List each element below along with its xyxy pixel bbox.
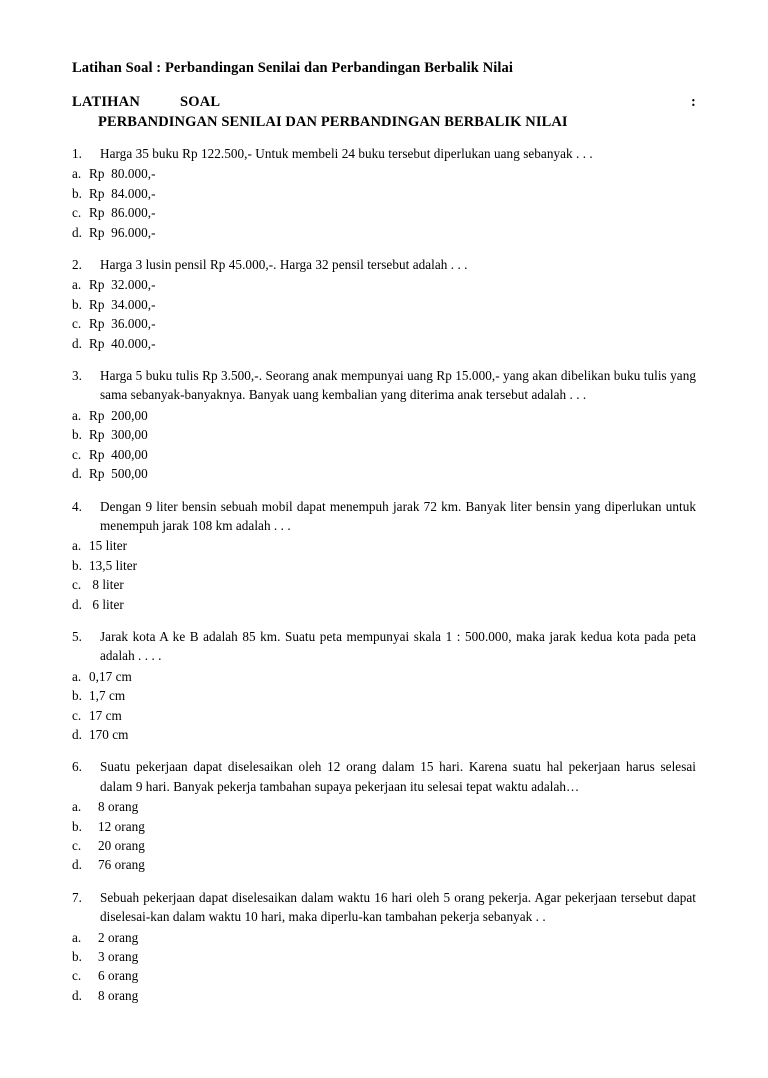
option-list xyxy=(72,797,696,875)
option-list xyxy=(72,667,696,745)
option-text: 12 orang xyxy=(98,818,145,834)
question-number: 5. xyxy=(72,628,82,644)
answer-option[interactable] xyxy=(72,464,696,483)
option-letter: d. xyxy=(72,224,82,240)
option-text: 8 liter xyxy=(89,577,124,593)
option-text: 1,7 cm xyxy=(89,688,126,704)
option-text: Rp 300,00 xyxy=(89,427,148,443)
option-letter: c. xyxy=(72,838,82,853)
question-text: Sebuah pekerjaan dapat diselesaikan dalam waktu 16 hari oleh 5 orang pekerja. Agar pekerjaan tersebut dapat diselesai-kan dalam waktu 10 hari, maka diperlu-kan tambahan pekerja sebanyak . . xyxy=(100,889,696,925)
option-letter: a. xyxy=(72,277,82,293)
option-letter: d. xyxy=(72,987,82,1003)
answer-option[interactable] xyxy=(72,595,696,614)
option-text: Rp 36.000,- xyxy=(89,316,156,332)
answer-option[interactable] xyxy=(72,725,696,744)
option-letter: a. xyxy=(72,668,82,684)
question-text: Dengan 9 liter bensin sebuah mobil dapat menempuh jarak 72 km. Banyak liter bensin yang diperlukan untuk menempuh jarak 108 km adalah . . . xyxy=(100,498,696,533)
question-block xyxy=(72,888,696,1005)
option-text: Rp 400,00 xyxy=(89,446,148,462)
option-letter: b. xyxy=(72,818,82,834)
option-letter: c. xyxy=(72,707,82,723)
option-text: 17 cm xyxy=(89,707,122,723)
question-block xyxy=(72,366,696,483)
option-text: Rp 200,00 xyxy=(89,407,148,423)
option-letter: b. xyxy=(72,557,82,573)
option-letter: b. xyxy=(72,949,82,965)
question-text-row xyxy=(72,366,696,405)
option-text: Rp 80.000,- xyxy=(89,166,156,182)
question-number: 2. xyxy=(72,257,82,273)
answer-option[interactable] xyxy=(72,314,696,333)
option-letter: c. xyxy=(72,968,82,984)
option-text: 8 orang xyxy=(98,799,139,815)
option-text: 13,5 liter xyxy=(89,557,138,573)
option-letter: a. xyxy=(72,799,82,815)
option-letter: c. xyxy=(72,316,82,332)
option-text: 0,17 cm xyxy=(89,668,132,684)
question-block xyxy=(72,757,696,874)
answer-option[interactable] xyxy=(72,947,696,966)
option-letter: b. xyxy=(72,296,82,312)
question-text-row xyxy=(72,497,696,536)
question-text-row xyxy=(72,255,696,274)
question-number: 1. xyxy=(72,146,82,161)
option-letter: c. xyxy=(72,446,82,462)
answer-option[interactable] xyxy=(72,556,696,575)
option-letter: a. xyxy=(72,166,82,182)
answer-option[interactable] xyxy=(72,184,696,203)
header-subtitle: PERBANDINGAN SENILAI DAN PERBANDINGAN BERBALIK NILAI xyxy=(98,114,568,130)
question-block xyxy=(72,497,696,614)
option-letter: d. xyxy=(72,335,82,351)
option-text: 3 orang xyxy=(98,949,139,965)
option-letter: b. xyxy=(72,185,82,201)
option-text: Rp 32.000,- xyxy=(89,277,156,293)
answer-option[interactable] xyxy=(72,164,696,183)
page-bottom-margin xyxy=(72,1018,696,1078)
option-list xyxy=(72,536,696,614)
answer-option[interactable] xyxy=(72,536,696,555)
answer-option[interactable] xyxy=(72,223,696,242)
option-text: 6 liter xyxy=(89,596,124,612)
option-text: Rp 96.000,- xyxy=(89,224,156,240)
answer-option[interactable] xyxy=(72,797,696,816)
page-title: Latihan Soal : Perbandingan Senilai dan Perbandingan Berbalik Nilai xyxy=(72,60,513,76)
option-text: Rp 86.000,- xyxy=(89,205,156,221)
answer-option[interactable] xyxy=(72,817,696,836)
question-text-row xyxy=(72,757,696,796)
answer-option[interactable] xyxy=(72,295,696,314)
answer-option[interactable] xyxy=(72,334,696,353)
answer-option[interactable] xyxy=(72,406,696,425)
header-label-soal: SOAL xyxy=(180,94,221,110)
option-text: Rp 500,00 xyxy=(89,466,148,482)
header-label-latihan: LATIHAN xyxy=(72,94,141,110)
question-text: Harga 35 buku Rp 122.500,- Untuk membeli 24 buku tersebut diperlukan uang sebanyak . . . xyxy=(100,146,593,161)
answer-option[interactable] xyxy=(72,986,696,1005)
exercise-header-line xyxy=(72,92,696,112)
question-block xyxy=(72,255,696,353)
question-text-row xyxy=(72,144,696,163)
question-text: Harga 3 lusin pensil Rp 45.000,-. Harga 32 pensil tersebut adalah . . . xyxy=(100,257,468,273)
option-letter: a. xyxy=(72,407,82,423)
answer-option[interactable] xyxy=(72,966,696,985)
question-block xyxy=(72,144,696,242)
question-number: 7. xyxy=(72,889,82,905)
answer-option[interactable] xyxy=(72,855,696,874)
option-text: 20 orang xyxy=(98,838,145,853)
option-letter: b. xyxy=(72,688,82,704)
option-letter: a. xyxy=(72,538,82,554)
exercise-header xyxy=(72,92,696,132)
option-text: 8 orang xyxy=(98,987,139,1003)
answer-option[interactable] xyxy=(72,275,696,294)
question-text: Suatu pekerjaan dapat diselesaikan oleh 12 orang dalam 15 hari. Karena suatu hal pekerjaan harus selesai dalam 9 hari. Banyak pekerja tambahan supaya pekerjaan itu selesai tepat waktu adalah… xyxy=(100,759,696,794)
question-number: 3. xyxy=(72,368,82,384)
option-letter: d. xyxy=(72,857,82,873)
option-letter: d. xyxy=(72,466,82,482)
option-text: 15 liter xyxy=(89,538,128,554)
question-text-row xyxy=(72,888,696,927)
option-list xyxy=(72,275,696,353)
option-text: 2 orang xyxy=(98,929,139,945)
answer-option[interactable] xyxy=(72,667,696,686)
question-text-row xyxy=(72,627,696,666)
question-text: Jarak kota A ke B adalah 85 km. Suatu peta mempunyai skala 1 : 500.000, maka jarak kedua kota pada peta adalah . . . . xyxy=(100,628,696,664)
answer-option[interactable] xyxy=(72,686,696,705)
option-list xyxy=(72,928,696,1006)
option-text: Rp 34.000,- xyxy=(89,296,156,312)
answer-option[interactable] xyxy=(72,575,696,594)
header-colon: : xyxy=(690,94,696,110)
question-number: 6. xyxy=(72,759,82,775)
option-letter: c. xyxy=(72,577,82,593)
answer-option[interactable] xyxy=(72,203,696,222)
option-letter: d. xyxy=(72,726,82,742)
option-text: Rp 84.000,- xyxy=(89,185,156,201)
answer-option[interactable] xyxy=(72,445,696,464)
answer-option[interactable] xyxy=(72,425,696,444)
question-text: Harga 5 buku tulis Rp 3.500,-. Seorang anak mempunyai uang Rp 15.000,- yang akan dibelikan buku tulis yang sama sebanyak-banyaknya. Banyak uang kembalian yang diterima anak tersebut adalah . . . xyxy=(100,368,696,403)
question-block xyxy=(72,627,696,744)
question-number: 4. xyxy=(72,498,82,514)
answer-option[interactable] xyxy=(72,836,696,855)
answer-option[interactable] xyxy=(72,706,696,725)
option-letter: d. xyxy=(72,596,82,612)
option-list xyxy=(72,406,696,484)
option-letter: b. xyxy=(72,427,82,443)
option-text: 170 cm xyxy=(89,726,129,742)
answer-option[interactable] xyxy=(72,928,696,947)
option-list xyxy=(72,164,696,242)
option-letter: c. xyxy=(72,205,82,221)
option-text: 76 orang xyxy=(98,857,145,873)
option-text: Rp 40.000,- xyxy=(89,335,156,351)
option-text: 6 orang xyxy=(98,968,139,984)
option-letter: a. xyxy=(72,929,82,945)
question-list xyxy=(72,144,696,1005)
